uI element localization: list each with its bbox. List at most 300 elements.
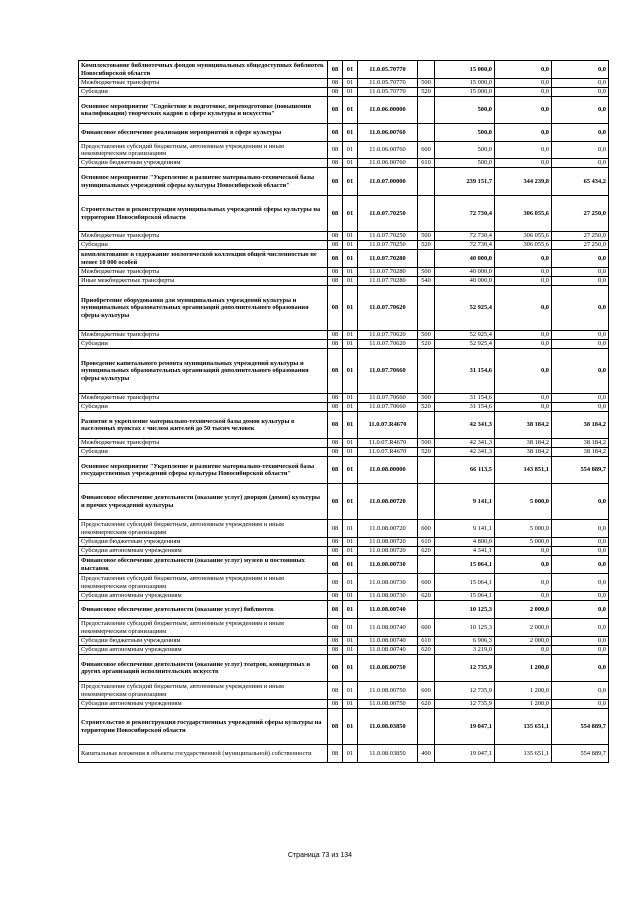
expense-type-cell: 400 [418, 745, 435, 763]
amount-year3-cell: 0,0 [552, 655, 609, 682]
subsection-cell: 01 [343, 61, 358, 79]
section-cell: 08 [328, 88, 343, 97]
expense-type-cell [418, 655, 435, 682]
table-row [79, 196, 609, 232]
table-row [79, 547, 609, 556]
row-name-cell: Основное мероприятие "Укрепление и развитие материально-технической базы муниципальных учреждений сферы культуры Новосибирской области" [79, 168, 328, 196]
expense-type-cell: 500 [418, 394, 435, 403]
table-row [79, 745, 609, 763]
expense-type-cell [418, 556, 435, 574]
table-row [79, 448, 609, 457]
amount-year1-cell: 31 154,6 [435, 403, 495, 412]
amount-year2-cell: 0,0 [495, 142, 552, 159]
row-name-cell: Субсидии [79, 448, 328, 457]
expense-type-cell [418, 250, 435, 268]
expense-type-cell: 620 [418, 547, 435, 556]
target-code-cell: 11.0.06.00760 [358, 159, 418, 168]
expense-type-cell [418, 484, 435, 520]
target-code-cell: 11.0.07.70620 [358, 331, 418, 340]
subsection-cell: 01 [343, 88, 358, 97]
target-code-cell: 11.0.08.00750 [358, 682, 418, 700]
expense-type-cell: 610 [418, 159, 435, 168]
amount-year3-cell: 0,0 [552, 88, 609, 97]
amount-year1-cell: 72 730,4 [435, 232, 495, 241]
target-code-cell: 11.0.08.00740 [358, 619, 418, 637]
subsection-cell: 01 [343, 700, 358, 709]
amount-year2-cell: 0,0 [495, 97, 552, 124]
table-row [79, 232, 609, 241]
amount-year2-cell: 306 055,6 [495, 232, 552, 241]
section-cell: 08 [328, 97, 343, 124]
amount-year1-cell: 72 730,4 [435, 241, 495, 250]
amount-year3-cell: 0,0 [552, 159, 609, 168]
subsection-cell: 01 [343, 520, 358, 538]
section-cell: 08 [328, 168, 343, 196]
row-name-cell: Строительство и реконструкция муниципальных учреждений сферы культуры на территории Новосибирской области [79, 196, 328, 232]
amount-year1-cell: 10 125,3 [435, 601, 495, 619]
row-name-cell: Субсидии автономным учреждениям [79, 547, 328, 556]
table-row [79, 637, 609, 646]
amount-year2-cell: 0,0 [495, 574, 552, 592]
target-code-cell: 11.0.08.00750 [358, 655, 418, 682]
amount-year3-cell: 0,0 [552, 592, 609, 601]
table-row [79, 88, 609, 97]
table-row [79, 457, 609, 484]
table-row [79, 340, 609, 349]
table-row [79, 277, 609, 286]
amount-year3-cell: 27 250,0 [552, 196, 609, 232]
amount-year2-cell: 1 200,0 [495, 700, 552, 709]
amount-year2-cell: 0,0 [495, 349, 552, 394]
section-cell: 08 [328, 601, 343, 619]
amount-year2-cell: 0,0 [495, 646, 552, 655]
subsection-cell: 01 [343, 159, 358, 168]
amount-year3-cell: 0,0 [552, 331, 609, 340]
amount-year1-cell: 239 151,7 [435, 168, 495, 196]
amount-year1-cell: 42 341,3 [435, 412, 495, 439]
amount-year3-cell: 27 250,0 [552, 232, 609, 241]
amount-year3-cell: 554 889,7 [552, 745, 609, 763]
subsection-cell: 01 [343, 439, 358, 448]
target-code-cell: 11.0.08.00720 [358, 547, 418, 556]
amount-year3-cell: 0,0 [552, 79, 609, 88]
amount-year1-cell: 31 154,6 [435, 349, 495, 394]
amount-year3-cell: 0,0 [552, 61, 609, 79]
amount-year1-cell: 66 113,5 [435, 457, 495, 484]
row-name-cell: Основное мероприятие "Укрепление и развитие материально-технической базы государственных учреждений сферы культуры Новосибирской области" [79, 457, 328, 484]
target-code-cell: 11.0.07.R4670 [358, 448, 418, 457]
subsection-cell: 01 [343, 547, 358, 556]
section-cell: 08 [328, 340, 343, 349]
amount-year2-cell: 0,0 [495, 277, 552, 286]
amount-year2-cell: 1 200,0 [495, 655, 552, 682]
amount-year3-cell: 38 184,2 [552, 439, 609, 448]
amount-year3-cell: 0,0 [552, 349, 609, 394]
amount-year3-cell: 0,0 [552, 520, 609, 538]
amount-year3-cell: 0,0 [552, 700, 609, 709]
budget-table-body [79, 61, 609, 763]
row-name-cell: Субсидии бюджетным учреждениям [79, 637, 328, 646]
table-row [79, 331, 609, 340]
expense-type-cell: 520 [418, 88, 435, 97]
subsection-cell: 01 [343, 394, 358, 403]
subsection-cell: 01 [343, 268, 358, 277]
section-cell: 08 [328, 745, 343, 763]
target-code-cell: 11.0.07.70660 [358, 394, 418, 403]
expense-type-cell [418, 349, 435, 394]
amount-year2-cell: 0,0 [495, 88, 552, 97]
section-cell: 08 [328, 250, 343, 268]
row-name-cell: Предоставление субсидий бюджетным, автономным учреждениям и иным некоммерческим организациям [79, 682, 328, 700]
subsection-cell: 01 [343, 574, 358, 592]
row-name-cell: Комплектование библиотечных фондов муниципальных общедоступных библиотек Новосибирской области [79, 61, 328, 79]
amount-year3-cell: 0,0 [552, 250, 609, 268]
target-code-cell: 11.0.07.70250 [358, 232, 418, 241]
target-code-cell: 11.0.07.70280 [358, 268, 418, 277]
section-cell: 08 [328, 637, 343, 646]
amount-year1-cell: 4 800,0 [435, 538, 495, 547]
section-cell: 08 [328, 159, 343, 168]
table-row [79, 412, 609, 439]
subsection-cell: 01 [343, 331, 358, 340]
target-code-cell: 11.0.08.03850 [358, 709, 418, 745]
row-name-cell: Межбюджетные трансферты [79, 331, 328, 340]
section-cell: 08 [328, 232, 343, 241]
section-cell: 08 [328, 457, 343, 484]
subsection-cell: 01 [343, 196, 358, 232]
expense-type-cell: 620 [418, 592, 435, 601]
table-row [79, 268, 609, 277]
table-row [79, 439, 609, 448]
table-row [79, 286, 609, 331]
expense-type-cell [418, 196, 435, 232]
section-cell: 08 [328, 142, 343, 159]
subsection-cell: 01 [343, 682, 358, 700]
expense-type-cell [418, 61, 435, 79]
table-row [79, 709, 609, 745]
amount-year1-cell: 500,0 [435, 97, 495, 124]
table-row [79, 250, 609, 268]
table-row [79, 97, 609, 124]
amount-year2-cell: 0,0 [495, 331, 552, 340]
subsection-cell: 01 [343, 277, 358, 286]
amount-year3-cell: 0,0 [552, 682, 609, 700]
table-row [79, 61, 609, 79]
section-cell: 08 [328, 655, 343, 682]
table-row [79, 349, 609, 394]
amount-year3-cell: 0,0 [552, 484, 609, 520]
expense-type-cell: 500 [418, 331, 435, 340]
expense-type-cell [418, 97, 435, 124]
amount-year1-cell: 42 341,3 [435, 439, 495, 448]
amount-year2-cell: 306 055,6 [495, 241, 552, 250]
target-code-cell: 11.0.05.70770 [358, 79, 418, 88]
amount-year3-cell: 554 889,7 [552, 709, 609, 745]
table-row [79, 538, 609, 547]
amount-year2-cell: 2 000,0 [495, 637, 552, 646]
amount-year3-cell: 0,0 [552, 286, 609, 331]
section-cell: 08 [328, 196, 343, 232]
table-row [79, 168, 609, 196]
amount-year1-cell: 72 730,4 [435, 196, 495, 232]
section-cell: 08 [328, 520, 343, 538]
row-name-cell: Субсидии [79, 340, 328, 349]
section-cell: 08 [328, 241, 343, 250]
amount-year3-cell: 0,0 [552, 538, 609, 547]
row-name-cell: Субсидии автономным учреждениям [79, 592, 328, 601]
table-row [79, 124, 609, 142]
target-code-cell: 11.0.08.00720 [358, 538, 418, 547]
expense-type-cell [418, 457, 435, 484]
amount-year1-cell: 15 064,1 [435, 556, 495, 574]
section-cell: 08 [328, 394, 343, 403]
subsection-cell: 01 [343, 340, 358, 349]
section-cell: 08 [328, 574, 343, 592]
amount-year1-cell: 15 000,0 [435, 61, 495, 79]
subsection-cell: 01 [343, 655, 358, 682]
table-row [79, 241, 609, 250]
section-cell: 08 [328, 484, 343, 520]
amount-year2-cell: 38 184,2 [495, 412, 552, 439]
target-code-cell: 11.0.07.70620 [358, 286, 418, 331]
amount-year2-cell: 143 851,1 [495, 457, 552, 484]
expense-type-cell [418, 168, 435, 196]
amount-year2-cell: 2 000,0 [495, 619, 552, 637]
expense-type-cell [418, 601, 435, 619]
section-cell: 08 [328, 700, 343, 709]
amount-year3-cell: 0,0 [552, 637, 609, 646]
subsection-cell: 01 [343, 601, 358, 619]
amount-year1-cell: 15 064,1 [435, 592, 495, 601]
subsection-cell: 01 [343, 168, 358, 196]
target-code-cell: 11.0.07.70280 [358, 250, 418, 268]
amount-year1-cell: 12 735,9 [435, 682, 495, 700]
expense-type-cell: 610 [418, 637, 435, 646]
section-cell: 08 [328, 448, 343, 457]
subsection-cell: 01 [343, 250, 358, 268]
amount-year1-cell: 31 154,6 [435, 394, 495, 403]
table-row [79, 159, 609, 168]
section-cell: 08 [328, 79, 343, 88]
expense-type-cell: 600 [418, 520, 435, 538]
amount-year2-cell: 0,0 [495, 394, 552, 403]
row-name-cell: Предоставление субсидий бюджетным, автономным учреждениям и иным некоммерческим организациям [79, 574, 328, 592]
subsection-cell: 01 [343, 124, 358, 142]
row-name-cell: Капитальные вложения в объекты государственной (муниципальной) собственности [79, 745, 328, 763]
target-code-cell: 11.0.08.00730 [358, 556, 418, 574]
row-name-cell: комплектование и содержание зоологической коллекции общей численностью не менее 10 000 особей [79, 250, 328, 268]
subsection-cell: 01 [343, 646, 358, 655]
row-name-cell: Межбюджетные трансферты [79, 439, 328, 448]
amount-year1-cell: 3 219,0 [435, 646, 495, 655]
amount-year2-cell: 2 000,0 [495, 601, 552, 619]
row-name-cell: Межбюджетные трансферты [79, 394, 328, 403]
amount-year1-cell: 9 141,1 [435, 520, 495, 538]
table-row [79, 484, 609, 520]
amount-year2-cell: 0,0 [495, 250, 552, 268]
amount-year3-cell: 0,0 [552, 403, 609, 412]
expense-type-cell: 600 [418, 574, 435, 592]
amount-year2-cell: 0,0 [495, 547, 552, 556]
target-code-cell: 11.0.06.00000 [358, 97, 418, 124]
expense-type-cell [418, 286, 435, 331]
amount-year1-cell: 6 906,3 [435, 637, 495, 646]
row-name-cell: Субсидии автономным учреждениям [79, 646, 328, 655]
expense-type-cell: 620 [418, 646, 435, 655]
amount-year1-cell: 9 141,1 [435, 484, 495, 520]
section-cell: 08 [328, 286, 343, 331]
target-code-cell: 11.0.07.70660 [358, 349, 418, 394]
subsection-cell: 01 [343, 538, 358, 547]
amount-year1-cell: 42 341,3 [435, 448, 495, 457]
expense-type-cell: 500 [418, 232, 435, 241]
table-row [79, 574, 609, 592]
subsection-cell: 01 [343, 403, 358, 412]
table-row [79, 592, 609, 601]
row-name-cell: Субсидии автономным учреждениям [79, 700, 328, 709]
subsection-cell: 01 [343, 142, 358, 159]
section-cell: 08 [328, 331, 343, 340]
row-name-cell: Межбюджетные трансферты [79, 232, 328, 241]
amount-year3-cell: 554 889,7 [552, 457, 609, 484]
amount-year1-cell: 19 047,1 [435, 709, 495, 745]
section-cell: 08 [328, 349, 343, 394]
amount-year3-cell: 0,0 [552, 142, 609, 159]
amount-year3-cell: 27 250,0 [552, 241, 609, 250]
section-cell: 08 [328, 547, 343, 556]
expense-type-cell: 520 [418, 340, 435, 349]
amount-year3-cell: 0,0 [552, 574, 609, 592]
row-name-cell: Финансовое обеспечение деятельности (оказание услуг) библиотек [79, 601, 328, 619]
amount-year2-cell: 0,0 [495, 556, 552, 574]
amount-year3-cell: 0,0 [552, 547, 609, 556]
section-cell: 08 [328, 646, 343, 655]
amount-year1-cell: 500,0 [435, 124, 495, 142]
amount-year2-cell: 38 184,2 [495, 439, 552, 448]
table-row [79, 403, 609, 412]
amount-year2-cell: 38 184,2 [495, 448, 552, 457]
target-code-cell: 11.0.08.00730 [358, 592, 418, 601]
amount-year1-cell: 40 000,0 [435, 250, 495, 268]
row-name-cell: Субсидии [79, 88, 328, 97]
table-row [79, 700, 609, 709]
subsection-cell: 01 [343, 97, 358, 124]
amount-year3-cell: 0,0 [552, 394, 609, 403]
amount-year2-cell: 0,0 [495, 340, 552, 349]
amount-year2-cell: 0,0 [495, 159, 552, 168]
target-code-cell: 11.0.08.00000 [358, 457, 418, 484]
target-code-cell: 11.0.08.00750 [358, 700, 418, 709]
expense-type-cell: 520 [418, 241, 435, 250]
subsection-cell: 01 [343, 619, 358, 637]
section-cell: 08 [328, 61, 343, 79]
subsection-cell: 01 [343, 745, 358, 763]
row-name-cell: Финансовое обеспечение деятельности (оказание услуг) театров, концертных и других организаций исполнительских искусств [79, 655, 328, 682]
row-name-cell: Субсидии бюджетным учреждениям [79, 159, 328, 168]
table-row [79, 655, 609, 682]
target-code-cell: 11.0.06.00760 [358, 124, 418, 142]
page-footer: Страница 73 из 134 [287, 852, 353, 859]
subsection-cell: 01 [343, 241, 358, 250]
target-code-cell: 11.0.07.70280 [358, 277, 418, 286]
table-row [79, 520, 609, 538]
amount-year3-cell: 0,0 [552, 277, 609, 286]
target-code-cell: 11.0.07.R4670 [358, 439, 418, 448]
amount-year3-cell: 0,0 [552, 646, 609, 655]
amount-year1-cell: 500,0 [435, 159, 495, 168]
section-cell: 08 [328, 277, 343, 286]
expense-type-cell [418, 124, 435, 142]
expense-type-cell: 610 [418, 538, 435, 547]
row-name-cell: Развитие и укрепление материально-технической базы домов культуры в населенных пунктах с числом жителей до 50 тысяч человек [79, 412, 328, 439]
row-name-cell: Финансовое обеспечение деятельности (оказание услуг) дворцов (домов) культуры и прочих учреждений культуры [79, 484, 328, 520]
subsection-cell: 01 [343, 232, 358, 241]
amount-year2-cell: 0,0 [495, 403, 552, 412]
target-code-cell: 11.0.07.70250 [358, 196, 418, 232]
subsection-cell: 01 [343, 556, 358, 574]
amount-year3-cell: 38 184,2 [552, 412, 609, 439]
expense-type-cell: 600 [418, 682, 435, 700]
expense-type-cell: 500 [418, 79, 435, 88]
row-name-cell: Финансовое обеспечение деятельности (оказание услуг) музеев и постоянных выставок [79, 556, 328, 574]
row-name-cell: Предоставление субсидий бюджетным, автономным учреждениям и иным некоммерческим организациям [79, 142, 328, 159]
amount-year2-cell: 0,0 [495, 268, 552, 277]
target-code-cell: 11.0.07.00000 [358, 168, 418, 196]
row-name-cell: Субсидии [79, 241, 328, 250]
amount-year2-cell: 5 000,0 [495, 520, 552, 538]
table-row [79, 682, 609, 700]
target-code-cell: 11.0.08.00740 [358, 601, 418, 619]
amount-year2-cell: 0,0 [495, 79, 552, 88]
amount-year1-cell: 500,0 [435, 142, 495, 159]
section-cell: 08 [328, 538, 343, 547]
amount-year1-cell: 52 925,4 [435, 340, 495, 349]
amount-year1-cell: 19 047,1 [435, 745, 495, 763]
section-cell: 08 [328, 124, 343, 142]
section-cell: 08 [328, 556, 343, 574]
expense-type-cell: 500 [418, 439, 435, 448]
amount-year2-cell: 344 239,8 [495, 168, 552, 196]
amount-year1-cell: 15 064,1 [435, 574, 495, 592]
amount-year2-cell: 135 651,1 [495, 709, 552, 745]
target-code-cell: 11.0.06.00760 [358, 142, 418, 159]
amount-year1-cell: 52 925,4 [435, 286, 495, 331]
target-code-cell: 11.0.08.00740 [358, 646, 418, 655]
row-name-cell: Межбюджетные трансферты [79, 268, 328, 277]
subsection-cell: 01 [343, 709, 358, 745]
amount-year3-cell: 0,0 [552, 124, 609, 142]
target-code-cell: 11.0.08.03850 [358, 745, 418, 763]
amount-year3-cell: 0,0 [552, 556, 609, 574]
subsection-cell: 01 [343, 637, 358, 646]
subsection-cell: 01 [343, 412, 358, 439]
subsection-cell: 01 [343, 592, 358, 601]
section-cell: 08 [328, 268, 343, 277]
row-name-cell: Предоставление субсидий бюджетным, автономным учреждениям и иным некоммерческим организациям [79, 520, 328, 538]
budget-table [78, 60, 609, 763]
expense-type-cell [418, 412, 435, 439]
expense-type-cell [418, 709, 435, 745]
expense-type-cell: 520 [418, 403, 435, 412]
row-name-cell: Приобретение оборудования для муниципальных учреждений культуры и муниципальных образовательных организаций дополнительного образования сферы культуры [79, 286, 328, 331]
amount-year2-cell: 0,0 [495, 592, 552, 601]
subsection-cell: 01 [343, 448, 358, 457]
target-code-cell: 11.0.07.70250 [358, 241, 418, 250]
row-name-cell: Предоставление субсидий бюджетным, автономным учреждениям и иным некоммерческим организациям [79, 619, 328, 637]
table-row [79, 142, 609, 159]
target-code-cell: 11.0.08.00720 [358, 484, 418, 520]
subsection-cell: 01 [343, 286, 358, 331]
